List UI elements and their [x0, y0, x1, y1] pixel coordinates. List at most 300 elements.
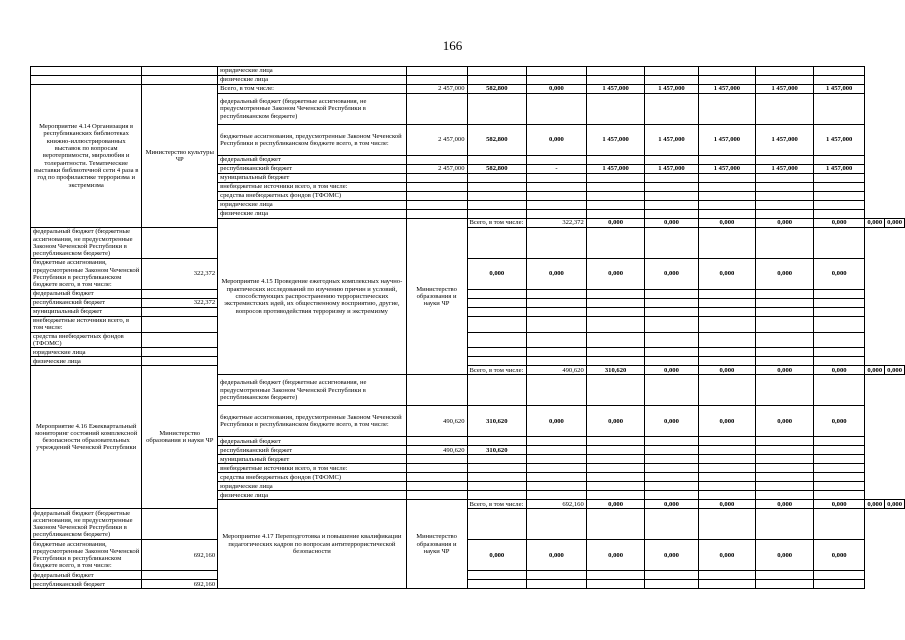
value-cell [467, 299, 527, 308]
value-cell [586, 228, 645, 259]
value-cell [527, 332, 587, 348]
value-cell [645, 76, 698, 85]
source-label: юридические лица [218, 67, 406, 76]
value-cell: 0,000 [756, 259, 814, 290]
value-cell [645, 348, 698, 357]
value-cell [527, 67, 587, 76]
value-cell [814, 464, 865, 473]
value-cell: 0,000 [645, 500, 698, 509]
value-cell [527, 571, 587, 580]
value-cell: 0,000 [645, 366, 698, 375]
value-cell [406, 464, 467, 473]
value-cell [756, 317, 814, 333]
value-cell [527, 509, 587, 540]
value-cell: 1 457,000 [698, 85, 756, 94]
value-cell [467, 228, 527, 259]
total-cell: 2 457,000 [406, 125, 467, 156]
table-row [31, 317, 905, 333]
value-cell [467, 174, 527, 183]
value-cell [814, 357, 865, 366]
value-cell [645, 446, 698, 455]
value-cell [586, 201, 645, 210]
value-cell [586, 571, 645, 580]
value-cell [814, 473, 865, 482]
source-label: Всего, в том числе: [467, 500, 527, 509]
value-cell [586, 183, 645, 192]
value-cell [814, 94, 865, 125]
value-cell [645, 156, 698, 165]
value-cell [142, 308, 218, 317]
source-label: республиканский бюджет [218, 446, 406, 455]
value-cell [406, 174, 467, 183]
value-cell [467, 76, 527, 85]
value-cell [698, 290, 756, 299]
value-cell: 1 457,000 [756, 165, 814, 174]
value-cell [756, 464, 814, 473]
executor-cell [142, 76, 218, 85]
total-cell: 2 457,000 [406, 85, 467, 94]
source-label: средства внебюджетных фондов (ТФОМС) [31, 332, 142, 348]
value-cell [142, 228, 218, 259]
value-cell [698, 299, 756, 308]
value-cell: 0,000 [586, 259, 645, 290]
value-cell [756, 76, 814, 85]
value-cell [586, 473, 645, 482]
executor-cell [142, 67, 218, 76]
value-cell [698, 76, 756, 85]
value-cell: 0,000 [467, 540, 527, 571]
value-cell [645, 210, 698, 219]
value-cell [527, 210, 587, 219]
value-cell [586, 482, 645, 491]
source-label: республиканский бюджет [31, 580, 142, 589]
source-label: федеральный бюджет (бюджетные ассигнования, не предусмотренные Законом Чеченской Республики в республиканском бюджете) [31, 509, 142, 540]
total-cell: 490,620 [527, 366, 587, 375]
source-label: внебюджетные источники всего, в том числе: [218, 183, 406, 192]
value-cell [756, 509, 814, 540]
value-cell [406, 183, 467, 192]
value-cell [698, 473, 756, 482]
value-cell [142, 357, 218, 366]
value-cell: 0,000 [756, 219, 814, 228]
value-cell [467, 580, 527, 589]
value-cell: 0,000 [865, 219, 885, 228]
value-cell: 1 457,000 [814, 125, 865, 156]
value-cell [467, 192, 527, 201]
value-cell [698, 192, 756, 201]
source-label: бюджетные ассигнования, предусмотренные Законом Чеченской Республики в республиканском бюджете всего, в том числе: [31, 259, 142, 290]
value-cell [586, 210, 645, 219]
value-cell [756, 437, 814, 446]
value-cell [756, 308, 814, 317]
activity-name: Мероприятие 4.14 Организация в республиканских библиотеках книжно-иллюстрированных выставок по вопросам веротерпимости, миролюбия и толерантности. Тематические выставки библиотечной сети 4 раза в год по профилактике терроризма и экстремизма [31, 85, 142, 228]
value-cell [586, 509, 645, 540]
value-cell [814, 348, 865, 357]
value-cell: 0,000 [527, 259, 587, 290]
value-cell [698, 348, 756, 357]
value-cell [698, 308, 756, 317]
funding-table [30, 66, 905, 589]
value-cell [756, 332, 814, 348]
value-cell [814, 299, 865, 308]
value-cell [645, 192, 698, 201]
value-cell [467, 67, 527, 76]
value-cell [756, 357, 814, 366]
value-cell: 0,000 [586, 406, 645, 437]
value-cell [586, 174, 645, 183]
value-cell [142, 332, 218, 348]
value-cell [645, 228, 698, 259]
executor-name: Министерство образования и науки ЧР [142, 366, 218, 509]
value-cell [467, 509, 527, 540]
value-cell [814, 201, 865, 210]
value-cell [698, 156, 756, 165]
value-cell [467, 332, 527, 348]
value-cell [527, 76, 587, 85]
value-cell [814, 482, 865, 491]
source-label: республиканский бюджет [31, 299, 142, 308]
value-cell: 0,000 [814, 540, 865, 571]
value-cell [527, 94, 587, 125]
value-cell [698, 509, 756, 540]
source-label: федеральный бюджет [31, 290, 142, 299]
value-cell [645, 482, 698, 491]
value-cell: 0,000 [756, 540, 814, 571]
value-cell: 582,800 [467, 165, 527, 174]
value-cell [527, 317, 587, 333]
total-cell: 322,372 [527, 219, 587, 228]
table-row [31, 571, 905, 580]
activity-cell [31, 67, 142, 76]
value-cell [756, 228, 814, 259]
value-cell: 0,000 [698, 540, 756, 571]
value-cell: 0,000 [814, 500, 865, 509]
total-cell: 692,160 [142, 540, 218, 571]
value-cell [645, 509, 698, 540]
value-cell: 0,000 [698, 406, 756, 437]
value-cell [586, 332, 645, 348]
value-cell [467, 482, 527, 491]
value-cell [756, 299, 814, 308]
value-cell [756, 192, 814, 201]
value-cell [756, 183, 814, 192]
value-cell [527, 446, 587, 455]
value-cell [467, 375, 527, 406]
table-row [31, 366, 905, 375]
value-cell [645, 201, 698, 210]
value-cell [698, 67, 756, 76]
value-cell: 0,000 [814, 406, 865, 437]
table-row [31, 76, 905, 85]
value-cell [527, 308, 587, 317]
value-cell [406, 156, 467, 165]
value-cell [467, 348, 527, 357]
value-cell [814, 446, 865, 455]
value-cell [698, 228, 756, 259]
source-label: федеральный бюджет (бюджетные ассигнования, не предусмотренные Законом Чеченской Республики в республиканском бюджете) [218, 94, 406, 125]
value-cell [814, 375, 865, 406]
value-cell [756, 94, 814, 125]
value-cell [406, 473, 467, 482]
source-label: физические лица [218, 76, 406, 85]
total-cell: 490,620 [406, 406, 467, 437]
value-cell [698, 174, 756, 183]
value-cell: 1 457,000 [586, 85, 645, 94]
source-label: бюджетные ассигнования, предусмотренные Законом Чеченской Республики в республиканском бюджете всего, в том числе: [31, 540, 142, 571]
value-cell [756, 375, 814, 406]
value-cell [814, 183, 865, 192]
value-cell: 0,000 [814, 259, 865, 290]
source-label: федеральный бюджет [31, 571, 142, 580]
table-row [31, 357, 905, 366]
source-label: бюджетные ассигнования, предусмотренные Законом Чеченской Республики в республиканском бюджете всего, в том числе: [218, 406, 406, 437]
value-cell: 0,000 [698, 366, 756, 375]
value-cell [527, 491, 587, 500]
value-cell [645, 473, 698, 482]
value-cell [527, 348, 587, 357]
value-cell [698, 482, 756, 491]
value-cell: 0,000 [645, 540, 698, 571]
value-cell: 0,000 [586, 540, 645, 571]
value-cell [586, 94, 645, 125]
value-cell [467, 308, 527, 317]
value-cell [698, 94, 756, 125]
source-label: физические лица [218, 491, 406, 500]
value-cell [698, 317, 756, 333]
value-cell [527, 473, 587, 482]
value-cell [586, 348, 645, 357]
value-cell: 0,000 [527, 125, 587, 156]
value-cell [586, 76, 645, 85]
value-cell: 0,000 [586, 500, 645, 509]
value-cell [586, 290, 645, 299]
value-cell [527, 183, 587, 192]
source-label: Всего, в том числе: [467, 219, 527, 228]
value-cell: 582,800 [467, 85, 527, 94]
value-cell: 1 457,000 [756, 85, 814, 94]
value-cell [527, 437, 587, 446]
source-label: внебюджетные источники всего, в том числе: [218, 464, 406, 473]
total-cell: 692,160 [527, 500, 587, 509]
source-label: Всего, в том числе: [218, 85, 406, 94]
value-cell [527, 192, 587, 201]
value-cell [698, 183, 756, 192]
value-cell [645, 464, 698, 473]
value-cell [586, 375, 645, 406]
activity-name: Мероприятие 4.16 Ежеквартальный мониторинг состояний комплексной безопасности образовательных учреждений Чеченской Республики [31, 366, 142, 509]
value-cell [645, 332, 698, 348]
value-cell: 0,000 [698, 259, 756, 290]
activity-cell [31, 76, 142, 85]
value-cell [756, 201, 814, 210]
value-cell [756, 446, 814, 455]
value-cell [406, 76, 467, 85]
value-cell: - [527, 165, 587, 174]
value-cell: 1 457,000 [698, 125, 756, 156]
value-cell [467, 94, 527, 125]
value-cell [586, 192, 645, 201]
value-cell: 0,000 [645, 259, 698, 290]
value-cell [814, 580, 865, 589]
total-cell: 322,372 [142, 299, 218, 308]
value-cell [756, 571, 814, 580]
value-cell [756, 348, 814, 357]
value-cell [467, 571, 527, 580]
value-cell [756, 174, 814, 183]
value-cell [645, 580, 698, 589]
source-label: бюджетные ассигнования, предусмотренные Законом Чеченской Республики в республиканском бюджете всего, в том числе: [218, 125, 406, 156]
table-row [31, 332, 905, 348]
source-label: республиканский бюджет [218, 165, 406, 174]
source-label: муниципальный бюджет [31, 308, 142, 317]
value-cell [467, 210, 527, 219]
table-row [31, 67, 905, 76]
value-cell [698, 210, 756, 219]
value-cell: 0,000 [756, 366, 814, 375]
table-row [31, 308, 905, 317]
value-cell [406, 455, 467, 464]
value-cell [756, 290, 814, 299]
table-row [31, 85, 905, 94]
source-label: юридические лица [218, 482, 406, 491]
total-cell: 692,160 [142, 580, 218, 589]
source-label: физические лица [218, 210, 406, 219]
total-cell: 322,372 [142, 259, 218, 290]
value-cell [814, 228, 865, 259]
value-cell [467, 290, 527, 299]
value-cell [586, 308, 645, 317]
value-cell [645, 67, 698, 76]
value-cell [142, 509, 218, 540]
table-row [31, 290, 905, 299]
value-cell [467, 357, 527, 366]
table-row [31, 228, 905, 259]
value-cell: 0,000 [527, 85, 587, 94]
value-cell: 0,000 [865, 500, 885, 509]
value-cell: 310,620 [467, 446, 527, 455]
value-cell [645, 308, 698, 317]
total-cell: 2 457,000 [406, 165, 467, 174]
value-cell: 310,620 [467, 406, 527, 437]
value-cell: 0,000 [586, 219, 645, 228]
value-cell [645, 94, 698, 125]
value-cell: 0,000 [885, 366, 905, 375]
source-label: Всего, в том числе: [467, 366, 527, 375]
value-cell [586, 491, 645, 500]
value-cell [527, 290, 587, 299]
value-cell [586, 156, 645, 165]
value-cell [467, 455, 527, 464]
value-cell [586, 455, 645, 464]
value-cell [586, 67, 645, 76]
value-cell [756, 580, 814, 589]
value-cell [814, 67, 865, 76]
value-cell [814, 174, 865, 183]
value-cell [698, 437, 756, 446]
value-cell [645, 183, 698, 192]
value-cell [814, 156, 865, 165]
value-cell [142, 317, 218, 333]
value-cell [527, 299, 587, 308]
value-cell [814, 491, 865, 500]
value-cell [527, 482, 587, 491]
value-cell [698, 201, 756, 210]
value-cell [467, 183, 527, 192]
value-cell [406, 201, 467, 210]
value-cell [814, 455, 865, 464]
value-cell [698, 375, 756, 406]
value-cell [645, 290, 698, 299]
source-label: муниципальный бюджет [218, 455, 406, 464]
value-cell [527, 156, 587, 165]
value-cell: 0,000 [885, 219, 905, 228]
value-cell: 0,000 [698, 500, 756, 509]
activity-name: Мероприятие 4.15 Проведение ежегодных комплексных научно-практических исследований по изучению причин и условий, способствующих распространению террористических экстремистских идей, их общественному восприятию, другие, вопросов противодействия терроризму и экстремизму [218, 219, 406, 375]
value-cell [467, 201, 527, 210]
value-cell: 0,000 [814, 366, 865, 375]
value-cell: 310,620 [586, 366, 645, 375]
value-cell: 0,000 [645, 219, 698, 228]
source-label: средства внебюджетных фондов (ТФОМС) [218, 192, 406, 201]
value-cell [406, 491, 467, 500]
page-number: 166 [442, 38, 463, 53]
value-cell: 1 457,000 [756, 125, 814, 156]
executor-name: Министерство образования и науки ЧР [406, 500, 467, 589]
value-cell [814, 317, 865, 333]
value-cell [698, 571, 756, 580]
value-cell [586, 437, 645, 446]
value-cell: 1 457,000 [645, 85, 698, 94]
value-cell [467, 156, 527, 165]
value-cell: 0,000 [645, 406, 698, 437]
value-cell: 0,000 [756, 406, 814, 437]
value-cell [814, 437, 865, 446]
total-cell: 490,620 [406, 446, 467, 455]
value-cell [756, 455, 814, 464]
value-cell [527, 464, 587, 473]
source-label: муниципальный бюджет [218, 174, 406, 183]
value-cell [527, 455, 587, 464]
table-row [31, 580, 905, 589]
value-cell [586, 299, 645, 308]
value-cell [698, 332, 756, 348]
table-row [31, 348, 905, 357]
table-row [31, 509, 905, 540]
value-cell [467, 491, 527, 500]
value-cell: 1 457,000 [814, 85, 865, 94]
table-row [31, 540, 905, 571]
value-cell [756, 491, 814, 500]
value-cell [698, 455, 756, 464]
value-cell [756, 482, 814, 491]
value-cell: 1 457,000 [645, 125, 698, 156]
source-label: физические лица [31, 357, 142, 366]
value-cell [698, 491, 756, 500]
value-cell [645, 491, 698, 500]
value-cell [645, 357, 698, 366]
source-label: федеральный бюджет (бюджетные ассигнования, не предусмотренные Законом Чеченской Республики в республиканском бюджете) [31, 228, 142, 259]
source-label: федеральный бюджет (бюджетные ассигнования, не предусмотренные Законом Чеченской Республики в республиканском бюджете) [218, 375, 406, 406]
source-label: внебюджетные источники всего, в том числе: [31, 317, 142, 333]
value-cell: 1 457,000 [645, 165, 698, 174]
value-cell [527, 580, 587, 589]
value-cell [467, 317, 527, 333]
value-cell: 0,000 [527, 540, 587, 571]
value-cell: 1 457,000 [586, 125, 645, 156]
value-cell [698, 357, 756, 366]
value-cell [645, 174, 698, 183]
source-label: федеральный бюджет [218, 437, 406, 446]
